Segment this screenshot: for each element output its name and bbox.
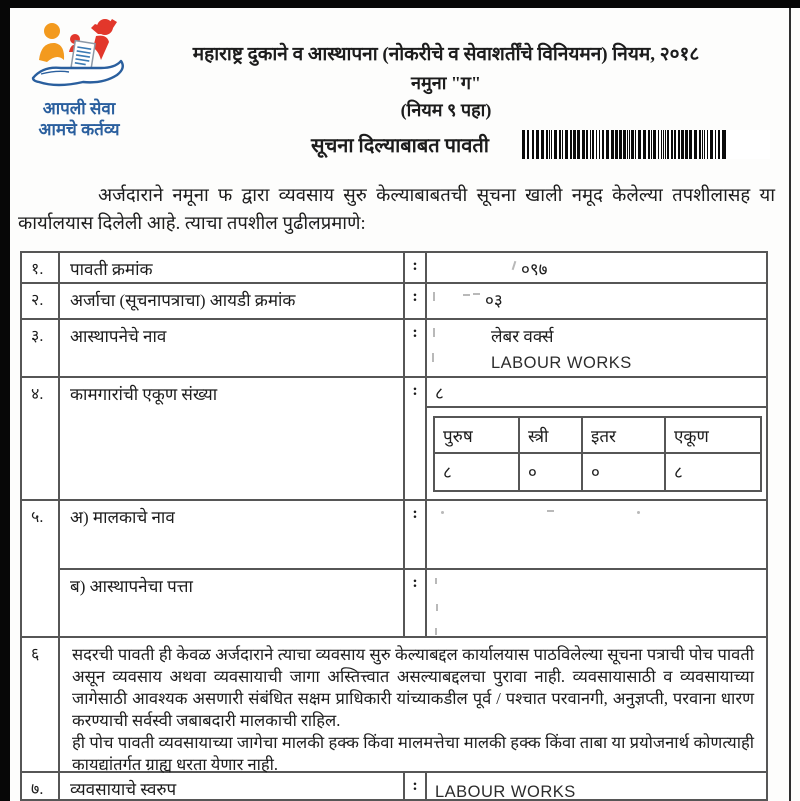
workers-breakdown-table xyxy=(433,416,762,492)
establishment-name-value xyxy=(427,320,766,376)
row-label: कामगारांची एकूण संख्या xyxy=(60,378,405,499)
barcode xyxy=(522,130,770,159)
logo-tagline-line2: आमचे कर्तव्य xyxy=(38,120,120,139)
row-label: अर्जाचा (सूचनापत्राचा) आयडी क्रमांक xyxy=(60,284,405,318)
total-workers-count: ८ xyxy=(427,378,766,408)
owner-name-value xyxy=(427,501,766,568)
table-row-owner-and-address xyxy=(22,499,766,636)
redaction-mark xyxy=(512,261,517,270)
workers-value-other: ० xyxy=(583,454,666,490)
receipt-details-table xyxy=(20,251,768,801)
act-title: महाराष्ट्र दुकाने व आस्थापना (नोकरीचे व सेवाशर्तींचे विनियमन) नियम, २०१८ xyxy=(192,44,700,65)
rule-reference: (नियम ९ पहा) xyxy=(400,100,492,120)
receipt-title: सूचना दिल्याबाबत पावती xyxy=(311,135,489,157)
establishment-address-value xyxy=(427,570,766,637)
document-header xyxy=(118,42,774,123)
row-number: ६ xyxy=(22,638,60,771)
table-row-receipt-number xyxy=(22,253,766,282)
form-name: नमुना "ग" xyxy=(410,73,482,93)
redaction-mark xyxy=(435,628,437,635)
receipt-number-value: ०९७ xyxy=(427,253,766,282)
colon-separator: : xyxy=(405,501,427,568)
application-id-value: ०३ xyxy=(427,284,766,318)
table-row-business-nature xyxy=(22,771,766,801)
colon-separator: : xyxy=(405,570,427,637)
row-label: आस्थापनेचे नाव xyxy=(60,320,405,376)
colon-separator: : xyxy=(405,284,427,318)
table-row-application-id xyxy=(22,282,766,318)
row-number: ७. xyxy=(22,773,60,801)
scan-edge-right xyxy=(789,8,791,801)
workers-header-female: स्त्री xyxy=(520,418,583,454)
workers-value-female: ० xyxy=(520,454,583,490)
disclaimer-paragraph-1: सदरची पावती ही केवळ अर्जदाराने त्याचा व्यवसाय सुरु केल्याबद्दल कार्यालयास पाठविलेल्या सूचना पत्राची पोच पावती असून व्यवसाय अथवा व्यवसायाची जागा अस्तित्त्वात असल्याबद्दलचा पुरावा नाही. व्यवसायासाठी व व्यवसायाच्या जागेसाठी आवश्यक असणारी संबंधित सक्षम प्राधिकारी यांच्याकडील पूर्व / पश्चात परवानगी, अनुज्ञप्ती, परवाना धारण करण्याची सर्वस्वी जबाबदारी मालकाची राहिल. xyxy=(72,645,754,730)
scan-edge-left xyxy=(0,0,10,801)
establishment-name-marathi: लेबर वर्क्स xyxy=(491,327,554,346)
redaction-mark xyxy=(547,510,554,512)
workers-header-male: पुरुष xyxy=(435,418,520,454)
colon-separator: : xyxy=(405,773,427,801)
logo-tagline-line1: आपली सेवा xyxy=(42,99,116,118)
business-nature-value: LABOUR WORKS xyxy=(435,783,576,801)
table-row-disclaimer xyxy=(22,636,766,774)
workers-value-male: ८ xyxy=(435,454,520,490)
row-number: ५. xyxy=(22,501,60,636)
row-number: ४. xyxy=(22,378,60,499)
establishment-address-subrow xyxy=(60,568,766,637)
row-label: अ) मालकाचे नाव xyxy=(60,501,405,568)
colon-separator: : xyxy=(405,253,427,282)
redaction-mark xyxy=(435,578,437,584)
workers-value-total: ८ xyxy=(674,463,683,482)
row-label: व्यवसायाचे स्वरुप xyxy=(60,773,405,801)
redaction-mark xyxy=(432,353,434,362)
row-number: २. xyxy=(22,284,60,318)
row-number: ३. xyxy=(22,320,60,376)
redaction-mark xyxy=(433,328,435,337)
redaction-mark xyxy=(463,294,470,296)
redaction-mark xyxy=(473,293,480,295)
row-number: १. xyxy=(22,253,60,282)
workers-header-total: एकूण xyxy=(666,418,760,454)
table-row-establishment-name xyxy=(22,318,766,376)
redaction-mark xyxy=(433,292,435,301)
colon-separator: : xyxy=(405,320,427,376)
total-workers-value-area xyxy=(427,378,766,499)
table-row-total-workers xyxy=(22,376,766,499)
row-label: पावती क्रमांक xyxy=(60,253,405,282)
disclaimer-paragraph-2: ही पोच पावती व्यवसायाच्या जागेचा मालकी हक्क किंवा मालमत्तेचा मालकी हक्क किंवा ताबा या प्रयोजनार्थ कोणत्याही कायद्यांतर्गत ग्राह्य धरता येणार नाही. xyxy=(72,733,754,774)
redaction-mark xyxy=(637,511,640,514)
logo-emblem-graphic xyxy=(27,18,131,98)
row-label: ब) आस्थापनेचा पत्ता xyxy=(60,570,405,637)
intro-paragraph: अर्जदाराने नमूना फ द्वारा व्यवसाय सुरु केल्याबाबतची सूचना खाली नमूद केलेल्या तपशीलासह या कार्यालयास दिलेली आहे. त्याचा तपशील पुढीलप्रमाणे: xyxy=(18,186,775,234)
redaction-mark xyxy=(441,511,444,514)
disclaimer-text xyxy=(60,638,766,774)
redaction-mark xyxy=(436,604,438,611)
colon-separator: : xyxy=(405,378,427,499)
workers-header-other: इतर xyxy=(583,418,666,454)
scan-edge-top xyxy=(0,0,800,8)
owner-name-subrow xyxy=(60,501,766,568)
establishment-name-english: LABOUR WORKS xyxy=(491,354,632,372)
